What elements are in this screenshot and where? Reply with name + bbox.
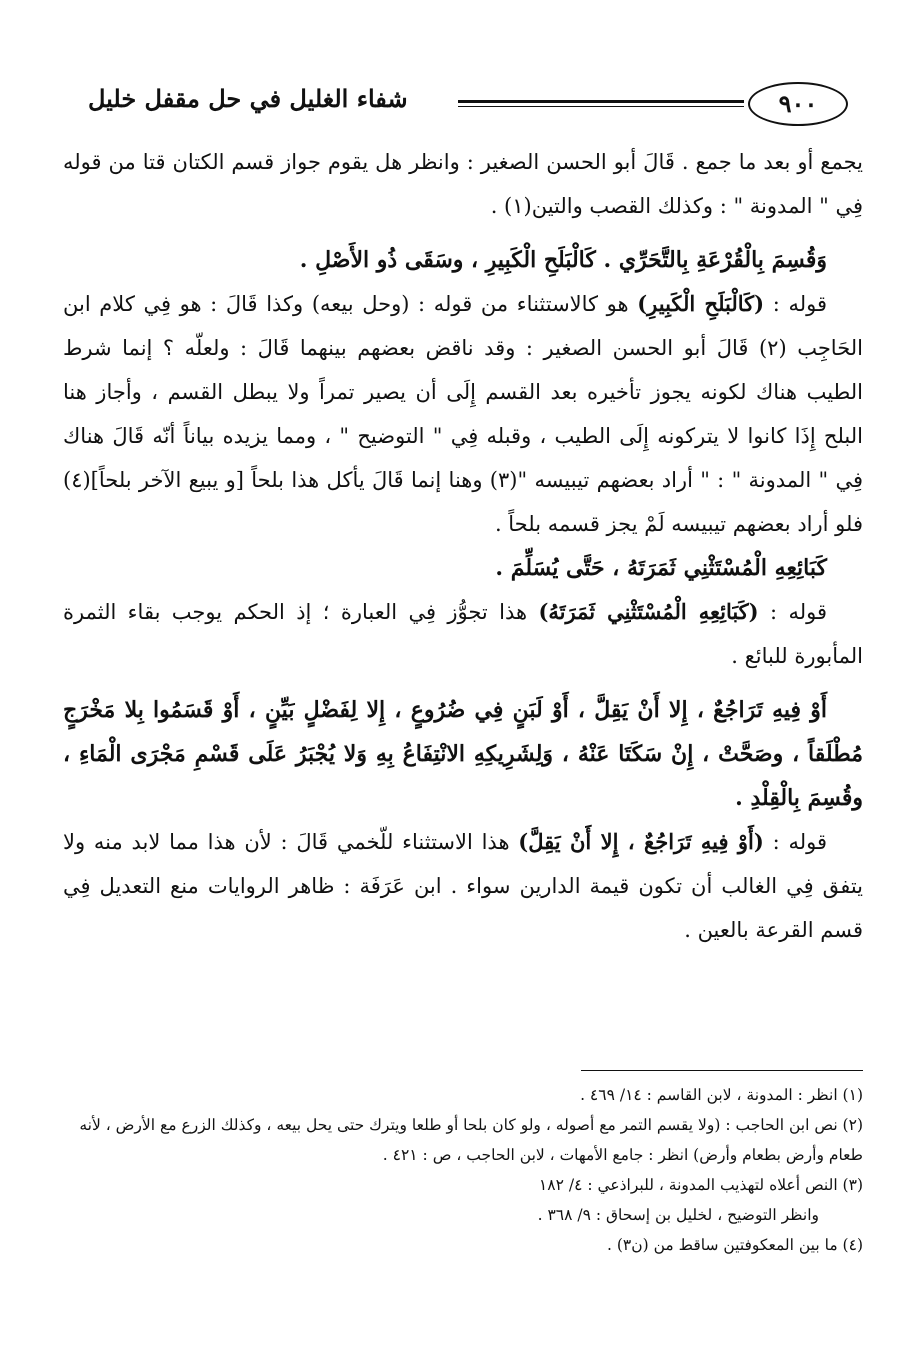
commentary-lead: قوله : xyxy=(758,600,827,624)
commentary-text: هذا تجوُّز فِي العبارة ؛ إذ الحكم يوجب بقاء الثمرة المأبورة للبائع . xyxy=(63,600,863,668)
page-number: ٩٠٠ xyxy=(748,82,848,126)
book-title: شفاء الغليل في حل مقفل خليل xyxy=(88,84,408,113)
commentary-paragraph xyxy=(63,590,863,678)
header-rule xyxy=(458,100,744,107)
main-text xyxy=(63,140,863,952)
commentary-paragraph xyxy=(63,282,863,546)
paragraph: يجمع أو بعد ما جمع . قَالَ أبو الحسن الصغير : وانظر هل يقوم جواز قسم الكتان قتا من قوله فِي " المدونة " : وكذلك القصب والتين(١) . xyxy=(63,150,863,218)
footnote: (٣) النص أعلاه لتهذيب المدونة ، للبراذعي : ٤/ ١٨٢ xyxy=(538,1176,863,1194)
footnote-continuation: وانظر التوضيح ، لخليل بن إسحاق : ٩/ ٣٦٨ . xyxy=(537,1206,819,1224)
footnote: (١) انظر : المدونة ، لابن القاسم : ١٤/ ٤٦٩ . xyxy=(580,1086,863,1104)
commentary-lead: قوله : xyxy=(763,830,827,854)
matn-text: كَبَائِعِهِ الْمُسْتَثْنِي ثَمَرَتَهُ ، حَتَّى يُسَلِّمَ . xyxy=(495,555,827,581)
footnote: (٢) نص ابن الحاجب : (ولا يقسم التمر مع أصوله ، ولو كان بلحا أو طلعا ويترك حتى يحل بيعه ، وكذلك الزرع مع الأرض ، لأنه طعام وأرض بطعام وأرض) انظر : جامع الأمهات ، لابن الحاجب ، ص : ٤٢١ . xyxy=(79,1116,863,1164)
commentary-text: هذا الاستثناء للّخمي قَالَ : لأن هذا مما لابد منه ولا يتفق فِي الغالب أن تكون قيمة الدارين سواء . ابن عَرَفَة : ظاهر الروايات منع التعديل فِي قسم القرعة بالعين . xyxy=(63,830,863,942)
matn-text: وَقُسِمَ بِالْقُرْعَةِ بِالتَّحَرِّي . كَالْبَلَحِ الْكَبِيرِ ، وسَقَى ذُو الأَصْلِ . xyxy=(299,247,827,273)
commentary-text: هو كالاستثناء من قوله : (وحل بيعه) وكذا قَالَ : هو فِي كلام ابن الحَاجِب (٢) قَالَ أبو الحسن الصغير : وقد ناقض بعضهم بينهما قَالَ : ولعلّه ؟ إنما شرط الطيب هناك لكونه يجوز تأخيره بعد القسم إِلَى أن يصير تمراً ولا يبطل القسم ، وأجاز هنا البلح إِذَا كانوا لا يتركونه إِلَى الطيب ، وقبله فِي " التوضيح " ، ومما يزيده بياناً أنّه قَالَ هناك فِي " المدونة " : " أراد بعضهم تيبيسه "(٣) وهنا إنما قَالَ يأكل هذا بلحاً [و يبيع الآخر بلحاً](٤) فلو أراد بعضهم تيبيسه لَمْ يجز قسمه بلحاً . xyxy=(63,292,863,536)
matn-text: أَوْ فِيهِ تَرَاجُعٌ ، إِلا أَنْ يَقِلَّ ، أَوْ لَبَنٍ فِي ضُرُوعٍ ، إِلا لِفَضْلٍ بَيِّنٍ ، أَوْ قَسَمُوا بِلا مَخْرَجٍ مُطْلَقاً ، وصَحَّتْ ، إِنْ سَكَتَا عَنْهُ ، وَلِشَرِيكِهِ الانْتِفَاعُ بِهِ وَلا يُجْبَرُ عَلَى قَسْمِ مَجْرَى الْمَاءِ ، وقُسِمَ بِالْقِلْدِ . xyxy=(63,697,863,811)
footnote: (٤) ما بين المعكوفتين ساقط من (ن٣) . xyxy=(606,1236,863,1254)
quoted-matn: (كَبَائِعِهِ الْمُسْتَثْنِي ثَمَرَتَهُ) xyxy=(538,599,759,624)
quoted-matn: (أَوْ فِيهِ تَرَاجُعٌ ، إِلا أَنْ يَقِلَّ) xyxy=(518,829,764,854)
quoted-matn: (كَالْبَلَحِ الْكَبِيرِ) xyxy=(637,291,765,316)
commentary-lead: قوله : xyxy=(764,292,827,316)
footnotes xyxy=(63,1080,863,1260)
footnote-separator xyxy=(581,1070,863,1071)
page-header xyxy=(88,78,848,128)
commentary-paragraph xyxy=(63,820,863,952)
